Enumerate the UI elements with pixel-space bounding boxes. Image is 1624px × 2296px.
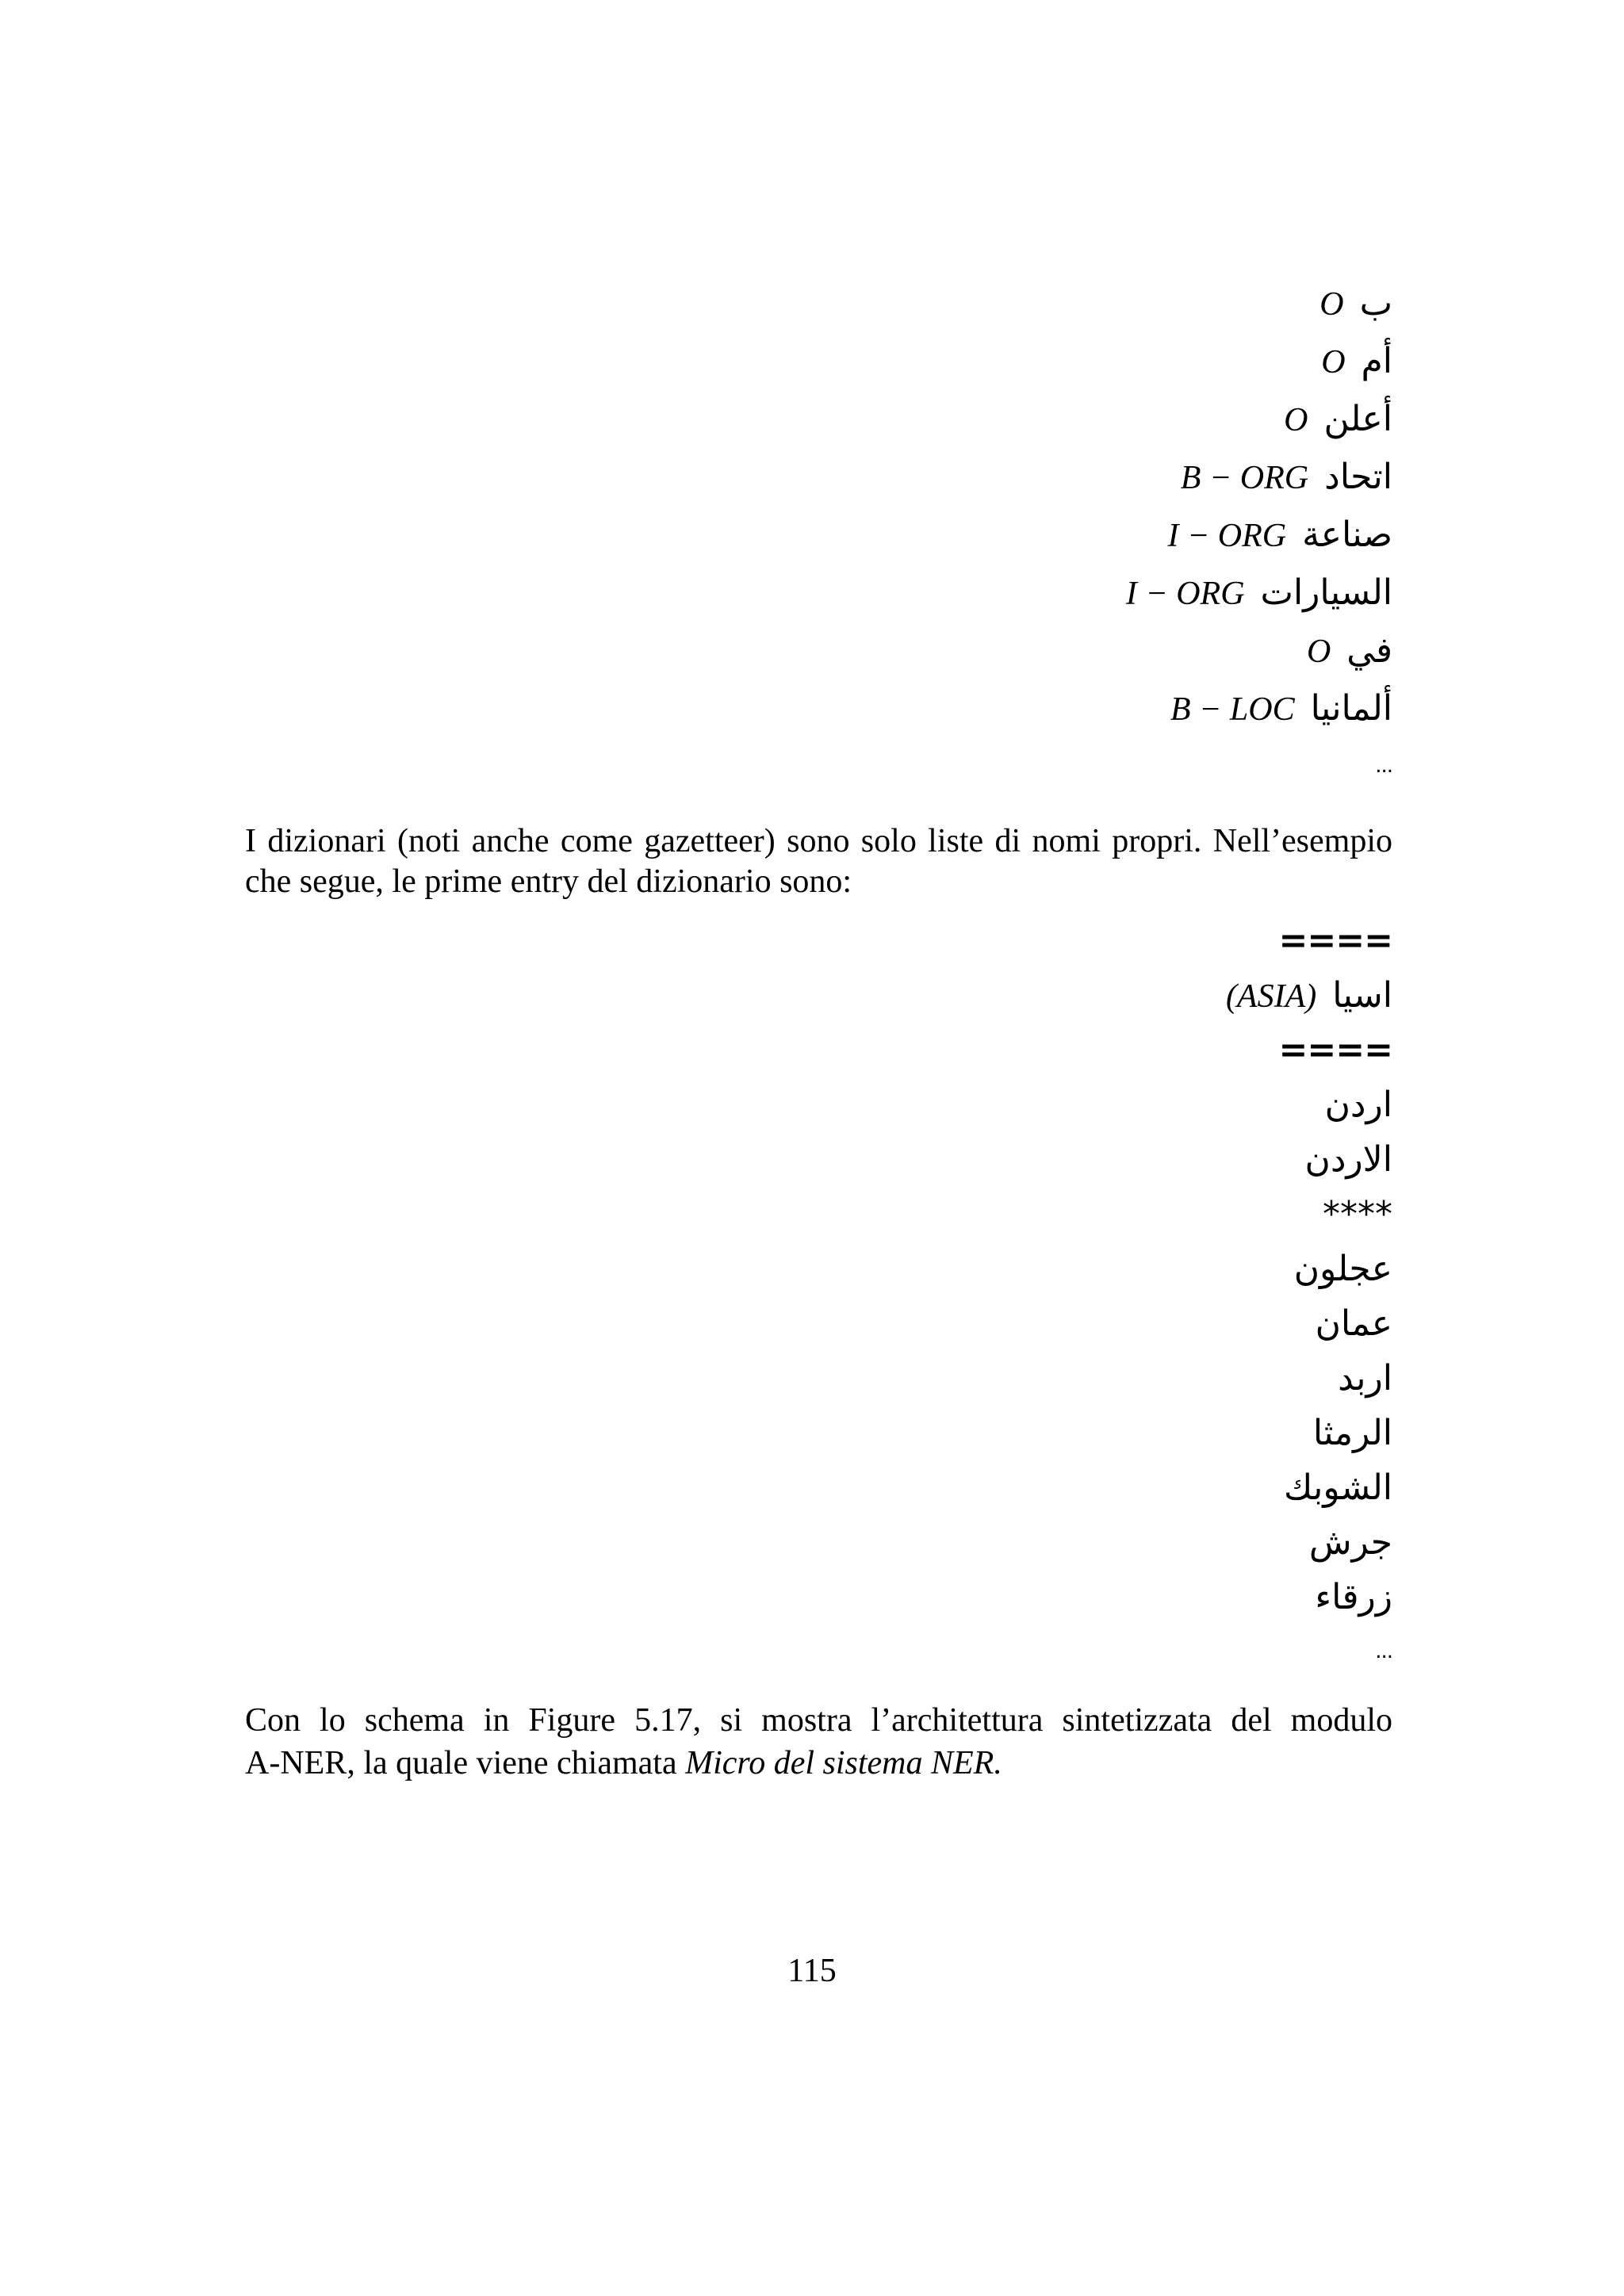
- ner-tag: O: [1306, 633, 1331, 670]
- gazetteer-entry: [245, 1406, 1392, 1460]
- gazetteer-entry: [245, 1132, 1392, 1187]
- ner-tagged-example: [245, 274, 1392, 795]
- arabic-city: الشوبك: [1284, 1468, 1392, 1508]
- tagged-token-row: [245, 679, 1392, 737]
- paragraph-gazetteer-intro: [245, 821, 1392, 902]
- arabic-token: أم: [1361, 341, 1392, 381]
- arabic-city: عجلون: [1293, 1249, 1392, 1289]
- arabic-token: اتحاد: [1324, 457, 1392, 497]
- continuation-row: [245, 737, 1392, 795]
- tagged-token-row: [245, 390, 1392, 448]
- gazetteer-region-row: [245, 968, 1392, 1023]
- ner-tag: B − ORG: [1180, 460, 1309, 496]
- gazetteer-separator: ====: [1278, 1030, 1392, 1070]
- arabic-city: الرمثا: [1312, 1413, 1392, 1453]
- gazetteer-entry: [245, 1296, 1392, 1351]
- ner-tag: O: [1320, 286, 1344, 323]
- tagged-token-row: [245, 332, 1392, 390]
- arabic-token: السيارات: [1260, 572, 1392, 613]
- region-label: (ASIA): [1225, 978, 1317, 1015]
- continuation-row: [245, 1624, 1392, 1679]
- arabic-city: اربد: [1338, 1358, 1392, 1399]
- gazetteer-entries: [245, 913, 1392, 1679]
- gazetteer-entry: [245, 1242, 1392, 1296]
- arabic-token: في: [1346, 630, 1392, 671]
- gazetteer-group-separator: ****: [1323, 1194, 1392, 1234]
- arabic-token: صناعة: [1302, 515, 1392, 555]
- tagged-token-row: [245, 274, 1392, 332]
- ellipsis: ...: [1375, 754, 1392, 778]
- arabic-city: عمان: [1315, 1303, 1392, 1344]
- gazetteer-entry: [245, 1570, 1392, 1624]
- arabic-region-word: اسيا: [1332, 975, 1392, 1016]
- paragraph-line: che segue, le prime entry del dizionario sono:: [245, 863, 852, 900]
- arabic-city: جرش: [1308, 1522, 1392, 1563]
- ner-tag: I − ORG: [1167, 518, 1287, 554]
- paragraph-line: I dizionari (noti anche come gazetteer) sono solo liste di nomi propri. Nell’esempio: [245, 823, 1392, 859]
- emphasized-text: Micro del sistema NER.: [685, 1745, 1002, 1781]
- arabic-country: الاردن: [1304, 1139, 1392, 1180]
- tagged-token-row: [245, 448, 1392, 506]
- ner-tag: O: [1321, 344, 1346, 381]
- arabic-country: اردن: [1324, 1085, 1392, 1125]
- gazetteer-entry: [245, 1351, 1392, 1406]
- gazetteer-group-separator-row: [245, 1187, 1392, 1242]
- paragraph-architecture: [245, 1699, 1392, 1785]
- gazetteer-separator-row: [245, 1023, 1392, 1077]
- ellipsis: ...: [1375, 1640, 1392, 1663]
- tagged-token-row: [245, 622, 1392, 679]
- arabic-token: أعلن: [1323, 399, 1392, 439]
- gazetteer-separator: ====: [1278, 920, 1392, 961]
- arabic-token: ب: [1359, 283, 1392, 323]
- gazetteer-entry: [245, 1460, 1392, 1515]
- page-number: 115: [787, 1953, 837, 1989]
- arabic-city: زرقاء: [1315, 1577, 1392, 1617]
- paragraph-line: Con lo schema in Figure 5.17, si mostra l’architettura sintetizzata del modulo: [245, 1702, 1392, 1739]
- tagged-token-row: [245, 506, 1392, 564]
- paragraph-text: A-NER, la quale viene chiamata: [245, 1745, 677, 1781]
- gazetteer-entry: [245, 1515, 1392, 1570]
- gazetteer-entry: [245, 1077, 1392, 1132]
- ner-tag: O: [1284, 402, 1308, 438]
- gazetteer-separator-row: [245, 913, 1392, 968]
- tagged-token-row: [245, 564, 1392, 622]
- arabic-token: ألمانيا: [1310, 688, 1392, 729]
- paragraph-line: [245, 1742, 1392, 1785]
- ner-tag: I − ORG: [1125, 576, 1245, 612]
- ner-tag: B − LOC: [1170, 691, 1295, 728]
